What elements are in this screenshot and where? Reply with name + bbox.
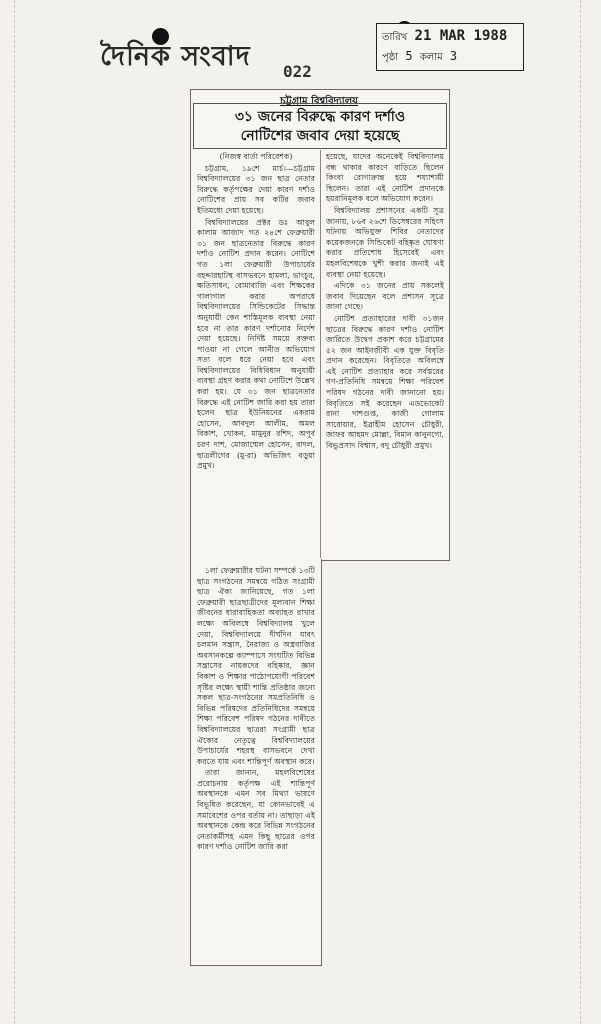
stamp-date-label: তারিখ xyxy=(382,32,408,43)
column-rule xyxy=(320,150,321,558)
stamp-page-value: 5 xyxy=(405,49,413,63)
article-byline: (নিজস্ব বার্তা পরিবেশক) xyxy=(219,152,293,161)
article-kicker: চট্টগ্রাম বিশ্ববিদ্যালয় xyxy=(279,96,359,107)
stamp-column-label: কলাম xyxy=(419,52,443,63)
stamp-page-row xyxy=(382,49,461,67)
paragraph: এদিকে ৩১ জনের প্রায় সকলেই জবাব দিয়েছেন বলে প্রশাসন সূত্রে জানা গেছে। xyxy=(326,281,444,312)
paragraph: নোটিশ প্রত্যাহারের দাবী ৩১জন ছাত্রের বিরুদ্ধে কারণ দর্শাও নোটিশ জারিতে উদ্বেগ প্রকাশ করে চট্টগ্রামের ৫২ জন আইনজীবী এক যুক্ত বিবৃতি প্রদান করেছেন। বিবৃতিতে অবিলম্বে এই নোটিশ প্রত্যাহার করে সর্বস্তরের গণ-প্রতিনিধি সমন্বয়ে শিক্ষা পরিবেশ পরিষদ গঠনের দাবী জানানো হয়। বিবৃতিতে সই করেছেন এডভোকেট রানা দাশগুপ্ত, কাজী গোলাম সারোয়ার, ইব্রাহীম হোসেন চৌধুরী, জাফর আহমদ মোল্লা, বিমান কানুনগো, বিভুপ্রসাদ বিশ্বাস, বদু চৌধুরী প্রমুখ। xyxy=(326,313,444,451)
date-stamp xyxy=(376,23,524,71)
article-column-3 xyxy=(197,566,315,961)
fold-line-right xyxy=(580,0,581,1024)
article-headline xyxy=(196,108,444,146)
page-marker: 022 xyxy=(283,62,312,81)
headline-line-2: নোটিশের জবাব দেয়া হয়েছে xyxy=(240,128,400,144)
paragraph: হয়েছে, যাদের অনেকেই বিশ্ববিদ্যালয় বন্ধ থাকার কারণে বাড়িতে ছিলেন কিংবা রোগাক্রান্ত হয়ে শয্যাশায়ী ছিলেন। তারা এই নোটিশ প্রদানকে হয়রানিমূলক বলে অভিযোগ করেন। xyxy=(326,152,444,204)
headline-line-1: ৩১ জনের বিরুদ্ধে কারণ দর্শাও xyxy=(234,109,406,125)
paragraph: ১লা ফেব্রুয়ারীর ঘটনা সম্পর্কে ১৩টি ছাত্র সংগঠনের সমন্বয়ে গঠিত সংগ্রামী ছাত্র ঐক্য জানিয়েছে, গত ১লা ফেব্রুয়ারী ছাত্রছাত্রীদের মূল্যবান শিক্ষা জীবনের ধারাবাহিকতা অব্যাহত রাখার লক্ষ্যে অবিলম্বে বিশ্ববিদ্যালয় খুলে দেয়া, বিশ্ববিদ্যালয়ে দীর্ঘদিন যাবৎ চলমান সন্ত্রাস, নৈরাজ্য ও অস্ত্রবাজির অবসানকল্পে ক্যাম্পাসে সংঘটিত বিভিন্ন সন্ত্রাসের নায়কদের বহিষ্কার, জ্ঞান বিকাশ ও শিক্ষার পাঠোপযোগী পরিবেশ সৃষ্টির লক্ষ্যে স্থায়ী শান্তি প্রতিষ্ঠার জন্যে সকল ছাত্র-সংগঠনের সমপ্রতিনিধি ও বিভিন্ন পরিষদের প্রতিনিধিদের সমন্বয়ে শিক্ষা পরিবেশ পরিষদ গঠনের দাবীতে বিশ্ববিদ্যালয়ের ছাত্ররা সংগ্রামী ছাত্র ঐক্যের নেতৃত্বে বিশ্ববিদ্যালয়ের উপাচার্যের শহরস্থ বাসভবনে দেখা করতে যায় এবং শান্তিপূর্ণ অবস্থান করে। xyxy=(197,566,315,766)
article-column-2 xyxy=(326,152,444,557)
paragraph: বিশ্ববিদ্যালয়ের প্রক্টর ডঃ আবুল কালাম আজাদ গত ২৪শে ফেব্রুয়ারী ৩১ জন ছাত্রনেতার বিরুদ্ধে কারণ দর্শাও নোটিশ প্রদান করেন। নোটিশে গত ১লা ফেব্রুয়ারী উপাচার্যের বহদ্দারহাটস্থ বাসভবনে হামলা, ভাংচুর, ক্ষতিসাধন, বোমাবাজি এবং শিক্ষকের গালাগাল করার অপরাধে বিশ্ববিদ্যালয়ের সিন্ডিকেটের সিদ্ধান্ত অনুযায়ী কেন শাস্তিমূলক ব্যবস্থা নেয়া হবে না তার কারণ দর্শানোর নির্দেশ দেয়া হয়েছে। নির্দিষ্ট সময়ে বক্তব্য পাওয়া না গেলে আনীত অভিযোগ সত্য বলে ধরে নেয়া হবে এবং বিশ্ববিদ্যালয়ের বিধিবিধান অনুযায়ী ব্যবস্থা গ্রহণ করার কথা নোটিশে উল্লেখ করা হয়। যে ৩১ জন ছাত্রনেতার বিরুদ্ধে এই নোটিশ জারি করা হয় তারা হলেন ছাত্র ইউনিয়নের একরাম হোসেন, আবদুল আলীম, অমল বিকাশ, খোকন, মামুনুর রশিদ, অপূর্ব চরণ দাশ, মোজাম্মেল হোসেন, বাদল, ছাত্রলীগের (মু-রা) অভিজিৎ বড়ুয়া প্রমুখ। xyxy=(197,217,315,471)
paragraph: চট্টগ্রাম, ১৯শে মার্চ।—চট্টগ্রাম বিশ্ববিদ্যালয়ের ৩১ জন ছাত্র নেতার বিরুদ্ধে কর্তৃপক্ষের দেয়া কারণ দর্শাও নোটিশের প্রায় সব কটির জবাব ইতিমধ্যে দেয়া হয়েছে। xyxy=(197,163,315,215)
stamp-column-value: 3 xyxy=(449,49,458,63)
article-column-1 xyxy=(197,152,315,564)
stamp-page-label: পৃষ্ঠা xyxy=(382,52,399,63)
stamp-date-row xyxy=(382,28,507,47)
paragraph: বিশ্ববিদ্যালয় প্রশাসনের একটি সূত্র জানায়, ৮৬ব ২৬শে ডিসেম্বরের সহিংস ঘটনায় অভিযুক্ত শিবির নেতাদের কয়েকজনকে সিন্ডিকেট বহিষ্কৃত ঘোষণা করার প্রতিশোধ হিসেবেই এবং মহলবিশেষকে খুশী করার জন্যই এই ব্যবস্থা নেয়া হয়েছে। xyxy=(326,205,444,279)
newspaper-masthead: দৈনিক সংবাদ xyxy=(100,41,251,72)
fold-line-left xyxy=(14,0,15,1024)
stamp-date-value: 21 MAR 1988 xyxy=(414,28,508,44)
paragraph: তারা জানান, মহলবিশেষের প্ররোচনায় কর্তৃপক্ষ এই শান্তিপূর্ণ অবস্থানকে এমন সব মিথ্যা ভাষণে বিভূষিত করেছেন, যা কোনভাবেই এ সমাবেশের ওপর বর্তায় না। তাছাড়া এই অবস্থানকে কেন্দ্র করে বিভিন্ন সংগঠনের নেতাকর্মীসহ এমন কিছু ছাত্রের ওপর কারণ দর্শাও নোটিশ জারি করা xyxy=(197,768,315,852)
